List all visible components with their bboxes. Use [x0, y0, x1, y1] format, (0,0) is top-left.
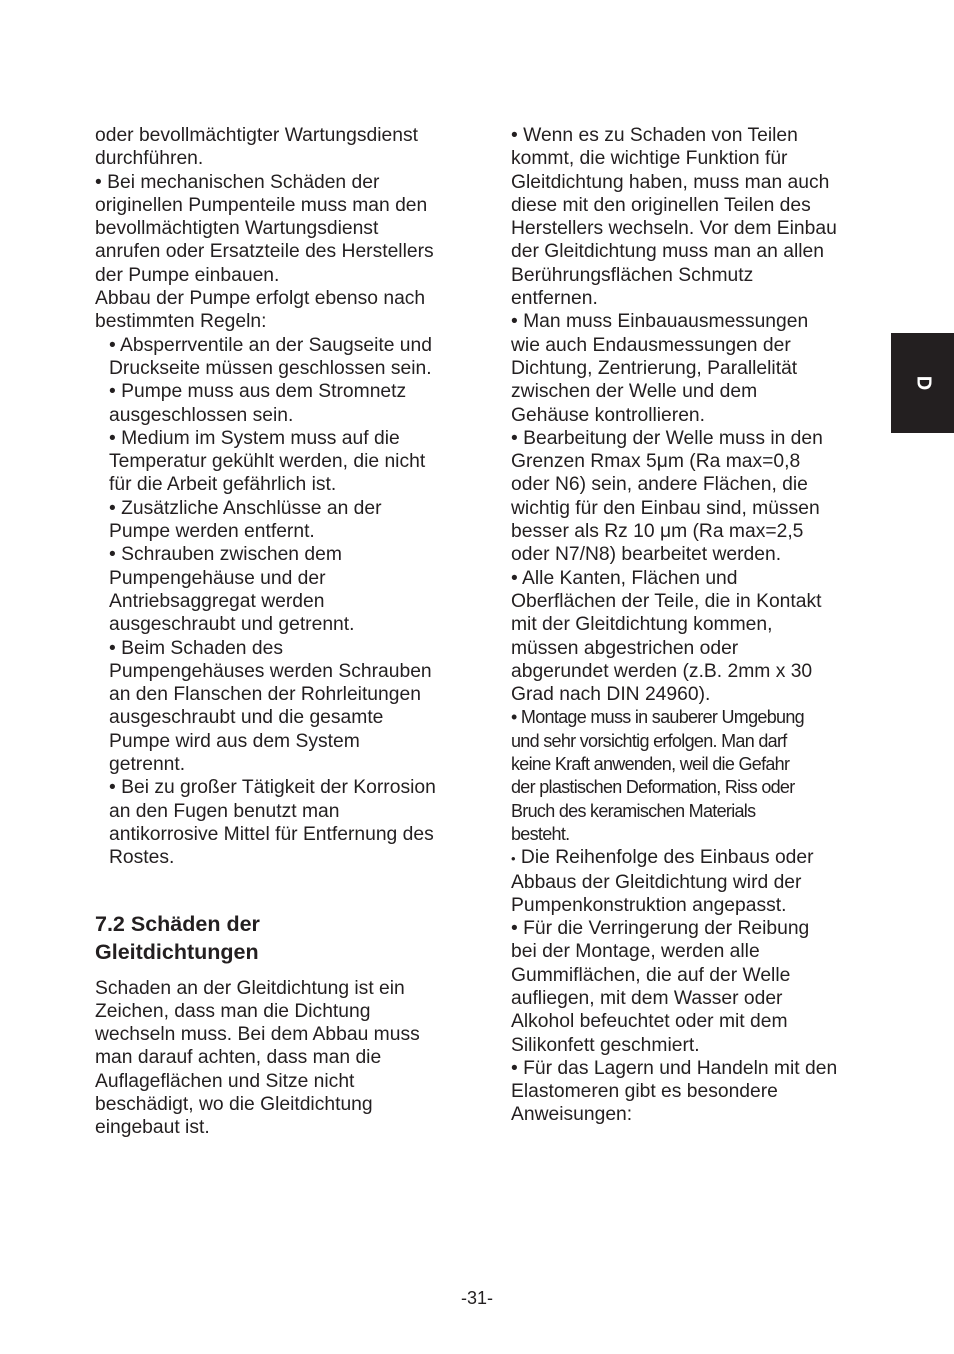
text-line: • Wenn es zu Schaden von Teilen [511, 125, 798, 146]
text-line: • Pumpe muss aus dem Stromnetz [109, 381, 407, 403]
bullet-edges [511, 567, 871, 707]
text-line: Elastomeren gibt es besondere [511, 1081, 778, 1103]
text-line: • Für die Verringerung der Reibung [511, 918, 810, 940]
section-paragraph [95, 977, 465, 1140]
text-line: Schaden an der Gleitdichtung ist ein [95, 977, 405, 999]
text-line: Pumpengehäuse und der [109, 567, 326, 589]
text-line: Anweisungen: [511, 1104, 633, 1126]
text-line: der Pumpe einbauen. [95, 264, 280, 286]
text-line: Alkohol befeuchtet oder mit dem [511, 1011, 788, 1033]
text-line: abgerundet werden (z.B. 2mm x 30 [511, 660, 813, 682]
bullet-friction [511, 917, 871, 1057]
text-line: • [511, 851, 516, 867]
abbau-intro [95, 287, 465, 334]
text-line: Gleitdichtungen [95, 939, 259, 964]
text-line: zwischen der Welle und dem [511, 381, 758, 403]
text-line: ausgeschraubt und getrennt. [109, 614, 355, 636]
text-line: eingebaut ist. [95, 1117, 210, 1139]
sub-bullet-housing-damage [95, 637, 465, 777]
text-line: • Medium im System muss auf die [109, 427, 400, 449]
bullet-measurements [511, 310, 871, 426]
section-heading [95, 910, 465, 966]
text-line: Pumpe wird aus dem System [109, 730, 360, 752]
text-line: Grad nach DIN 24960). [511, 684, 711, 706]
text-line: getrennt. [109, 754, 186, 776]
text-line: mit der Gleitdichtung kommen, [511, 614, 773, 636]
sub-bullet-power [95, 380, 465, 427]
bullet-storage [511, 1057, 871, 1127]
text-line: Pumpenkonstruktion angepasst. [511, 894, 787, 916]
right-column [511, 124, 871, 1127]
text-line: Bruch des keramischen Materials [511, 800, 756, 821]
text-line: oder N7/N8) bearbeitet werden. [511, 544, 782, 566]
text-line: Abbaus der Gleitdichtung wird der [511, 871, 802, 893]
text-line: originellen Pumpenteile muss man den [95, 194, 428, 216]
text-line: • Bearbeitung der Welle muss in den [511, 427, 823, 449]
text-line: entfernen. [511, 288, 598, 310]
bullet-replace-parts [511, 124, 871, 310]
text-line: kommt, die wichtige Funktion für [511, 148, 788, 170]
text-line: Abbau der Pumpe erfolgt ebenso nach [95, 288, 426, 310]
text-line: wechseln muss. Bei dem Abbau muss [95, 1024, 420, 1046]
text-line: durchführen. [95, 148, 204, 170]
text-line: Gleitdichtung haben, muss man auch [511, 171, 830, 193]
text-line: Rostes. [109, 847, 175, 869]
text-line: Herstellers wechseln. Vor dem Einbau [511, 218, 837, 240]
text-line: • Bei mechanischen Schäden der [95, 171, 380, 193]
text-line: oder bevollmächtigter Wartungsdienst [95, 125, 418, 146]
text-line: Antriebsaggregat werden [109, 590, 325, 612]
text-line: • Bei zu großer Tätigkeit der Korrosion [109, 777, 436, 799]
text-line: an den Flanschen der Rohrleitungen [109, 684, 421, 706]
text-line: Auflageflächen und Sitze nicht [95, 1070, 355, 1092]
text-line: der Gleitdichtung muss man an allen [511, 241, 824, 263]
bullet-sequence [511, 846, 871, 917]
text-line: aufliegen, mit dem Wasser oder [511, 987, 783, 1009]
text-line: bevollmächtigten Wartungsdienst [95, 218, 379, 240]
text-line: Druckseite müssen geschlossen sein. [109, 357, 432, 379]
text-line: • Für das Lagern und Handeln mit den [511, 1057, 838, 1079]
text-line: der plastischen Deformation, Riss oder [511, 777, 795, 798]
text-line: Die Reihenfolge des Einbaus oder [515, 847, 814, 869]
text-line: an den Fugen benutzt man [109, 800, 340, 822]
text-line: • Man muss Einbauausmessungen [511, 311, 809, 333]
text-line: Oberflächen der Teile, die in Kontakt [511, 590, 822, 612]
sub-bullet-connections [95, 497, 465, 544]
text-line: wie auch Endausmessungen der [511, 334, 791, 356]
text-line: Grenzen Rmax 5μm (Ra max=0,8 [511, 451, 801, 473]
text-line: Dichtung, Zentrierung, Parallelität [511, 357, 798, 379]
text-line: ausgeschraubt und die gesamte [109, 707, 384, 729]
text-line: Zeichen, dass man die Dichtung [95, 1000, 371, 1022]
text-line: keine Kraft anwenden, weil die Gefahr [511, 754, 790, 775]
text-line: Gehäuse kontrollieren. [511, 404, 705, 426]
text-line: Gummiflächen, die auf der Welle [511, 964, 791, 986]
left-column [95, 124, 465, 1140]
sub-bullet-valves [95, 334, 465, 381]
bullet-mechanical-damage [95, 171, 465, 287]
language-tab [891, 333, 954, 433]
text-line: • Montage muss in sauberer Umgebung [511, 707, 804, 728]
text-line: für die Arbeit gefährlich ist. [109, 474, 337, 496]
text-line: 7.2 Schäden der [95, 911, 260, 936]
text-line: Pumpengehäuses werden Schrauben [109, 660, 432, 682]
text-line: • Beim Schaden des [109, 637, 283, 659]
text-line: oder N6) sein, andere Flächen, die [511, 474, 808, 496]
text-line: beschädigt, wo die Gleitdichtung [95, 1093, 373, 1115]
text-line: Berührungsflächen Schmutz [511, 264, 754, 286]
text-line: bestimmten Regeln: [95, 311, 267, 333]
text-line: und sehr vorsichtig erfolgen. Man darf [511, 730, 787, 751]
text-line: diese mit den originellen Teilen des [511, 194, 811, 216]
intro-text [95, 124, 465, 171]
text-line: bei der Montage, werden alle [511, 941, 760, 963]
text-line: müssen abgestrichen oder [511, 637, 739, 659]
text-line: besser als Rz 10 μm (Ra max=2,5 [511, 521, 804, 543]
language-tab-label: D [912, 375, 934, 391]
sub-bullet-screws [95, 543, 465, 636]
bullet-shaft-machining [511, 427, 871, 567]
text-line: antikorrosive Mittel für Entfernung des [109, 823, 434, 845]
text-line: Silikonfett geschmiert. [511, 1034, 700, 1056]
text-line: Pumpe werden entfernt. [109, 521, 315, 543]
bullet-assembly [511, 706, 871, 846]
text-line: • Absperrventile an der Saugseite und [109, 334, 432, 356]
page-number: -31- [460, 1288, 493, 1308]
sub-bullet-corrosion [95, 776, 465, 869]
text-line: Temperatur gekühlt werden, die nicht [109, 451, 426, 473]
text-line: man darauf achten, dass man die [95, 1047, 382, 1069]
text-line: wichtig für den Einbau sind, müssen [511, 497, 820, 519]
text-line: • Alle Kanten, Flächen und [511, 567, 738, 589]
text-line: anrufen oder Ersatzteile des Herstellers [95, 241, 434, 263]
text-line: besteht. [511, 823, 570, 844]
sub-bullet-medium [95, 427, 465, 497]
text-line: • Zusätzliche Anschlüsse an der [109, 497, 382, 519]
text-line: ausgeschlossen sein. [109, 404, 294, 426]
text-line: • Schrauben zwischen dem [109, 544, 342, 566]
